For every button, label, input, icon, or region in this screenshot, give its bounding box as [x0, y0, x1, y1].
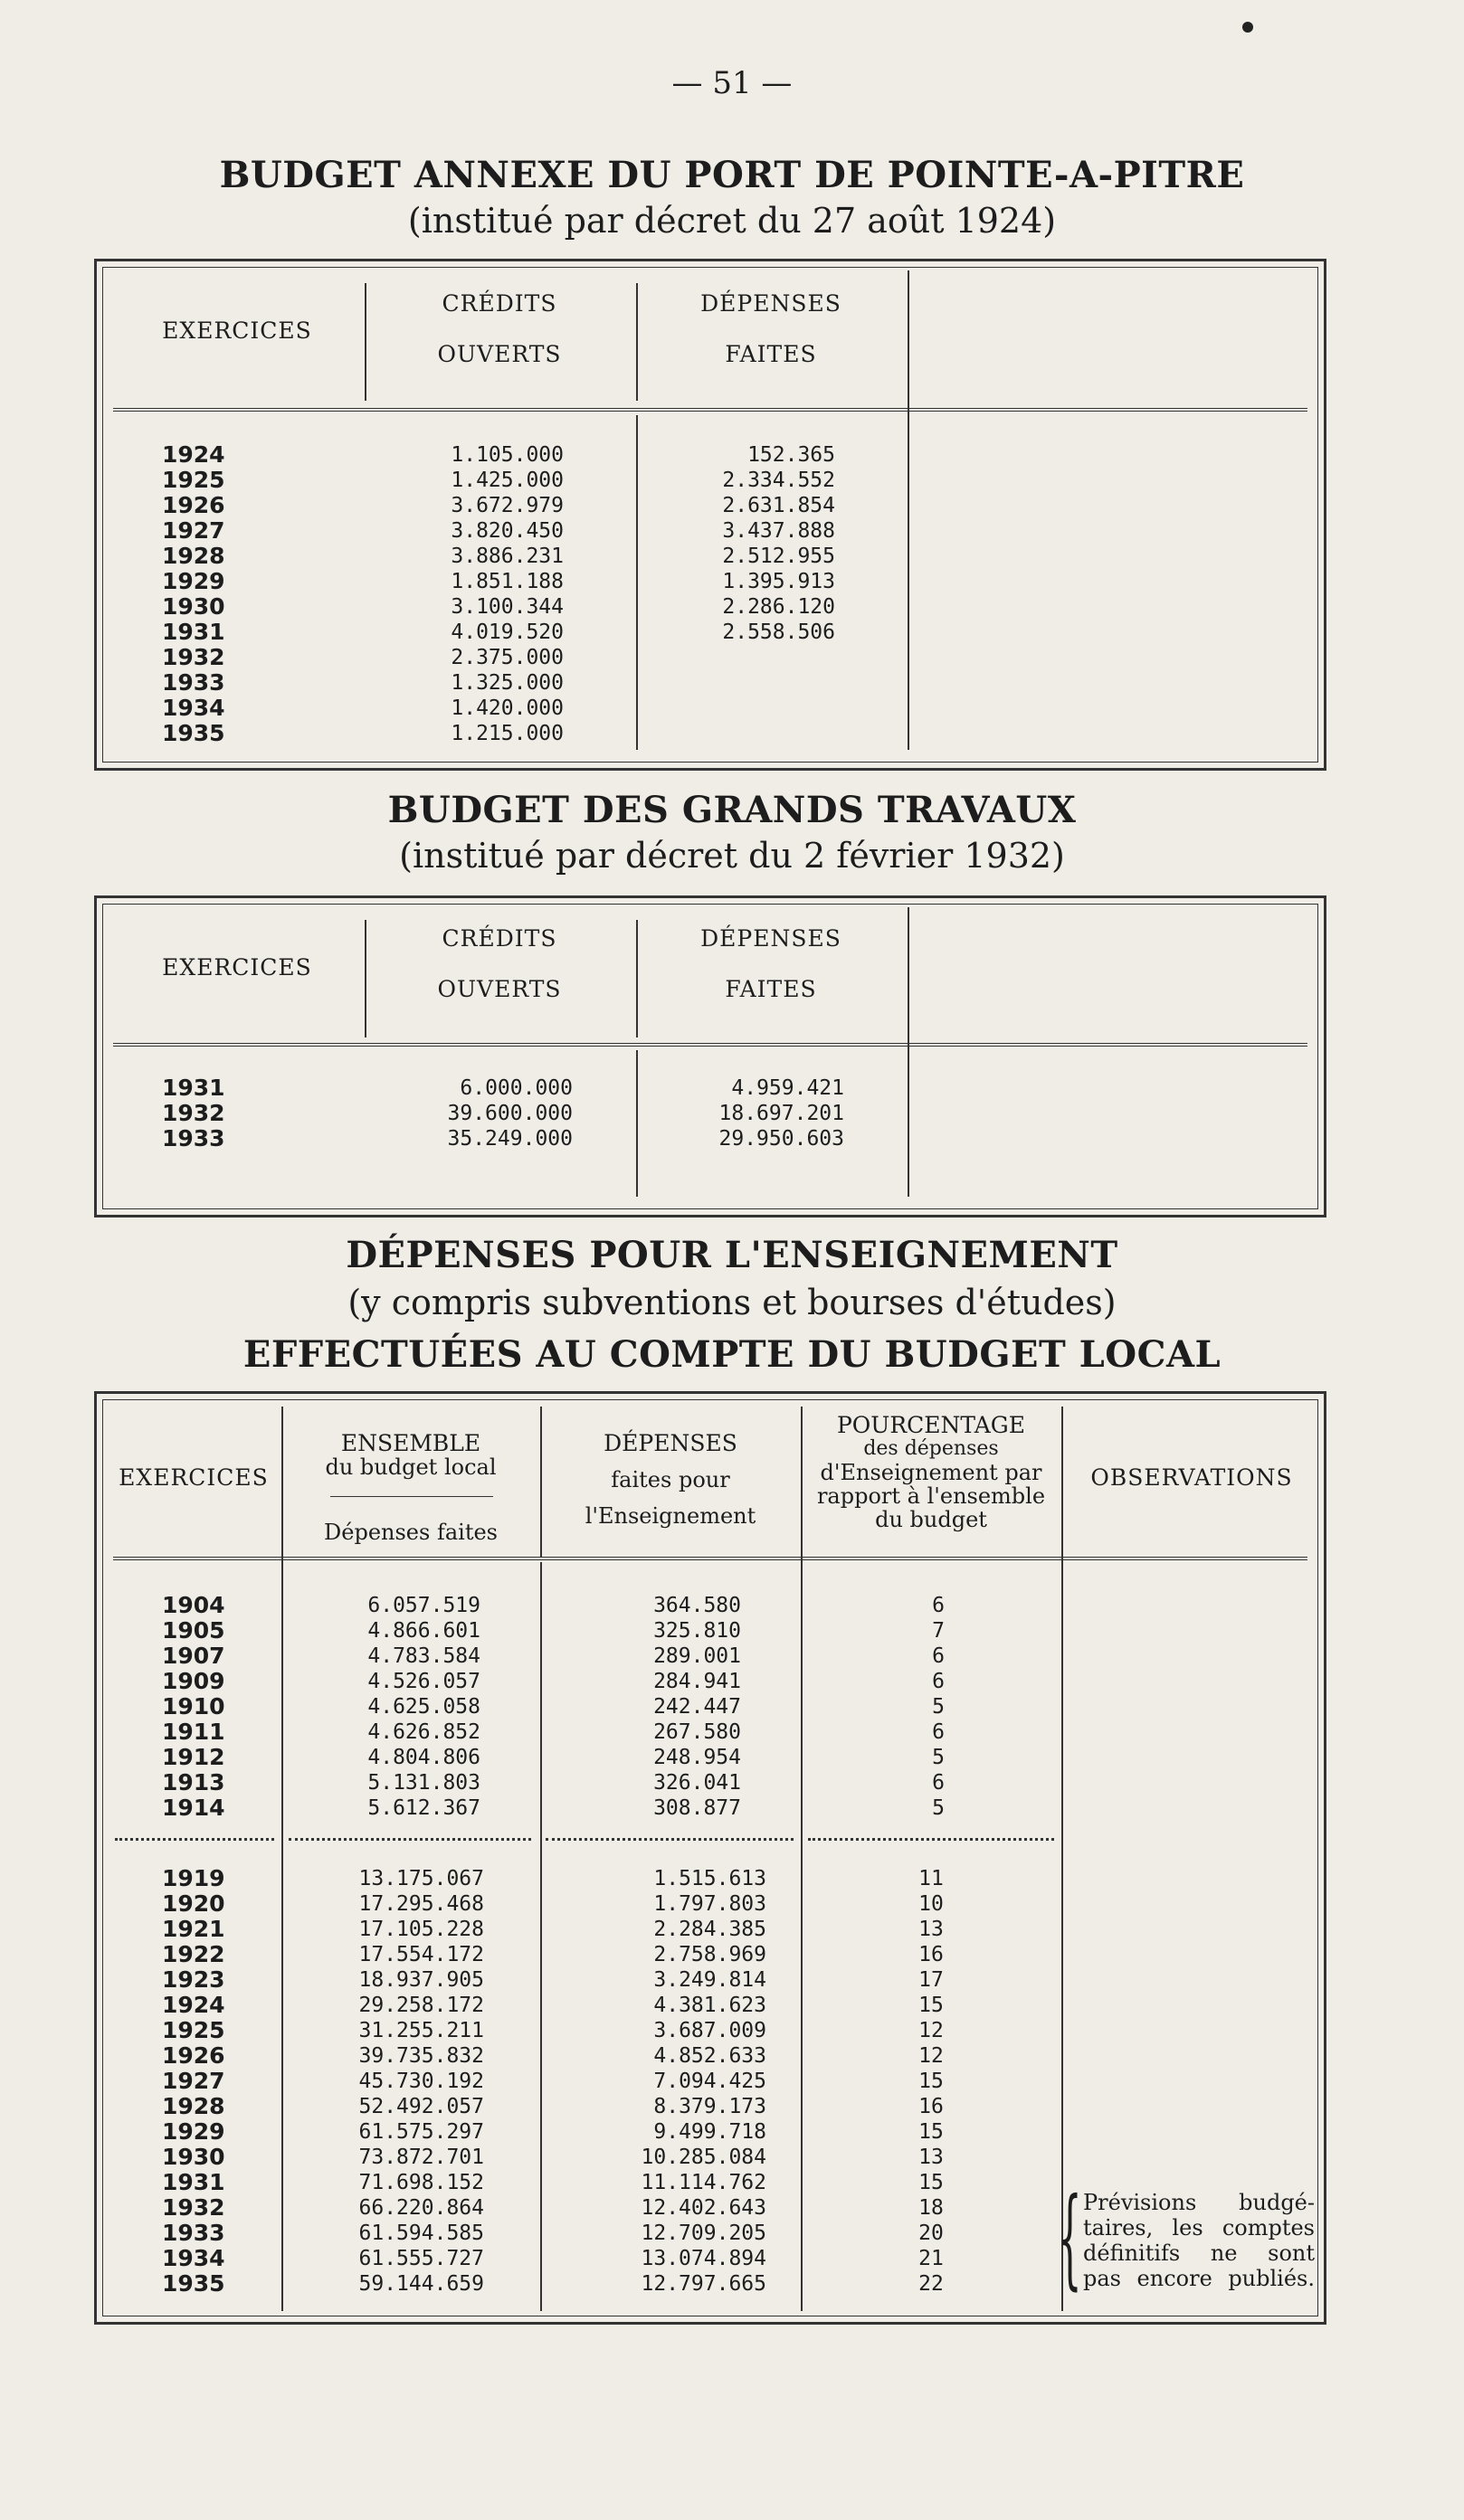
- header-depenses: DÉPENSES: [700, 290, 841, 317]
- header-faites: FAITES: [725, 341, 817, 367]
- depenses-column: 152.365 2.334.552 2.631.854 3.437.888 2.512.955 1.395.913 2.286.120 2.558.506: [722, 443, 835, 644]
- header-exercices: EXERCICES: [162, 317, 312, 344]
- header-depenses: DÉPENSES: [700, 925, 841, 952]
- section3-table: [94, 1391, 1326, 2325]
- header-depenses: DÉPENSES: [604, 1430, 737, 1456]
- header-faites: FAITES: [725, 976, 817, 1002]
- observation-line-3: définitifs ne sont: [1083, 2241, 1315, 2266]
- years-column: 1924 1925 1926 1927 1928 1929 1930 1931 1932 1933 1934 1935: [162, 441, 225, 746]
- section3-title: DÉPENSES POUR L'ENSEIGNEMENT: [346, 1234, 1118, 1276]
- header-observations: OBSERVATIONS: [1090, 1464, 1293, 1491]
- header-pourcentage: POURCENTAGE: [836, 1412, 1026, 1438]
- depenses-column-late: 1.515.613 1.797.803 2.284.385 2.758.969 3.249.814 4.381.623 3.687.009 4.852.633 7.094.425 8.379.173 9.499.718 10.285.084 11.114.762 12.402.643 12.709.205 13.074.894 12.797.665: [641, 1867, 766, 2296]
- header-exercices: EXERCICES: [119, 1464, 269, 1491]
- depenses-column-early: 364.580 325.810 289.001 284.941 242.447 267.580 248.954 326.041 308.877: [653, 1594, 741, 1820]
- section1-subtitle: (institué par décret du 27 août 1924): [407, 201, 1057, 241]
- depenses-column: 4.959.421 18.697.201 29.950.603: [718, 1076, 844, 1151]
- ensemble-column-early: 6.057.519 4.866.601 4.783.584 4.526.057 4.625.058 4.626.852 4.804.806 5.131.803 5.612.367: [367, 1594, 480, 1820]
- header-faites-pour: faites pour: [611, 1467, 730, 1492]
- separator-dots: [115, 1838, 274, 1841]
- observation-line-2: taires, les comptes: [1083, 2215, 1315, 2241]
- header-pct-line2: des dépenses: [863, 1437, 999, 1460]
- years-column-late: 1919 1920 1921 1922 1923 1924 1925 1926 1927 1928 1929 1930 1931 1932 1933 1934 1935: [162, 1865, 225, 2297]
- header-pct-line3: d'Enseignement par: [820, 1460, 1042, 1485]
- years-column-early: 1904 1905 1907 1909 1910 1911 1912 1913 1914: [162, 1592, 225, 1821]
- header-ensemble-sub: du budget local: [325, 1454, 497, 1480]
- pct-column-late: 11 10 13 16 17 15 12 12 15 16 15 13 15 18 20 21 22: [918, 1867, 944, 2296]
- header-pct-line5: du budget: [875, 1507, 987, 1532]
- header-exercices: EXERCICES: [162, 954, 312, 981]
- pct-column-early: 6 7 6 6 5 6 5 6 5: [932, 1594, 945, 1820]
- years-column: 1931 1932 1933: [162, 1075, 225, 1151]
- section1-table: [94, 259, 1326, 771]
- header-credits: CRÉDITS: [442, 925, 557, 952]
- section2-subtitle: (institué par décret du 2 février 1932): [399, 836, 1065, 876]
- brace: {: [1058, 2175, 1082, 2301]
- section3-subtitle: (y compris subventions et bourses d'études): [347, 1283, 1117, 1322]
- section3-title-2: EFFECTUÉES AU COMPTE DU BUDGET LOCAL: [242, 1333, 1222, 1376]
- page-number: — 51 —: [671, 65, 793, 101]
- ink-dot: [1242, 22, 1253, 33]
- observation-line-4: pas encore publiés.: [1083, 2266, 1315, 2291]
- header-ouverts: OUVERTS: [437, 341, 562, 367]
- header-pct-line4: rapport à l'ensemble: [816, 1483, 1046, 1509]
- header-enseignement: l'Enseignement: [585, 1503, 756, 1529]
- credits-column: 6.000.000 39.600.000 35.249.000: [447, 1076, 573, 1151]
- section2-title: BUDGET DES GRANDS TRAVAUX: [387, 789, 1077, 831]
- credits-column: 1.105.000 1.425.000 3.672.979 3.820.450 3.886.231 1.851.188 3.100.344 4.019.520 2.375.000 1.325.000 1.420.000 1.215.000: [451, 443, 564, 745]
- header-depenses-faites: Dépenses faites: [324, 1520, 498, 1545]
- header-ouverts: OUVERTS: [437, 976, 562, 1002]
- section2-table: [94, 895, 1326, 1217]
- header-ensemble: ENSEMBLE: [340, 1430, 481, 1456]
- section1-title: BUDGET ANNEXE DU PORT DE POINTE-A-PITRE: [219, 154, 1245, 196]
- ensemble-column-late: 13.175.067 17.295.468 17.105.228 17.554.172 18.937.905 29.258.172 31.255.211 39.735.832 45.730.192 52.492.057 61.575.297 73.872.701 71.698.152 66.220.864 61.594.585 61.555.727 59.144.659: [358, 1867, 484, 2296]
- observation-line-1: Prévisions budgé-: [1083, 2190, 1315, 2215]
- header-credits: CRÉDITS: [442, 290, 557, 317]
